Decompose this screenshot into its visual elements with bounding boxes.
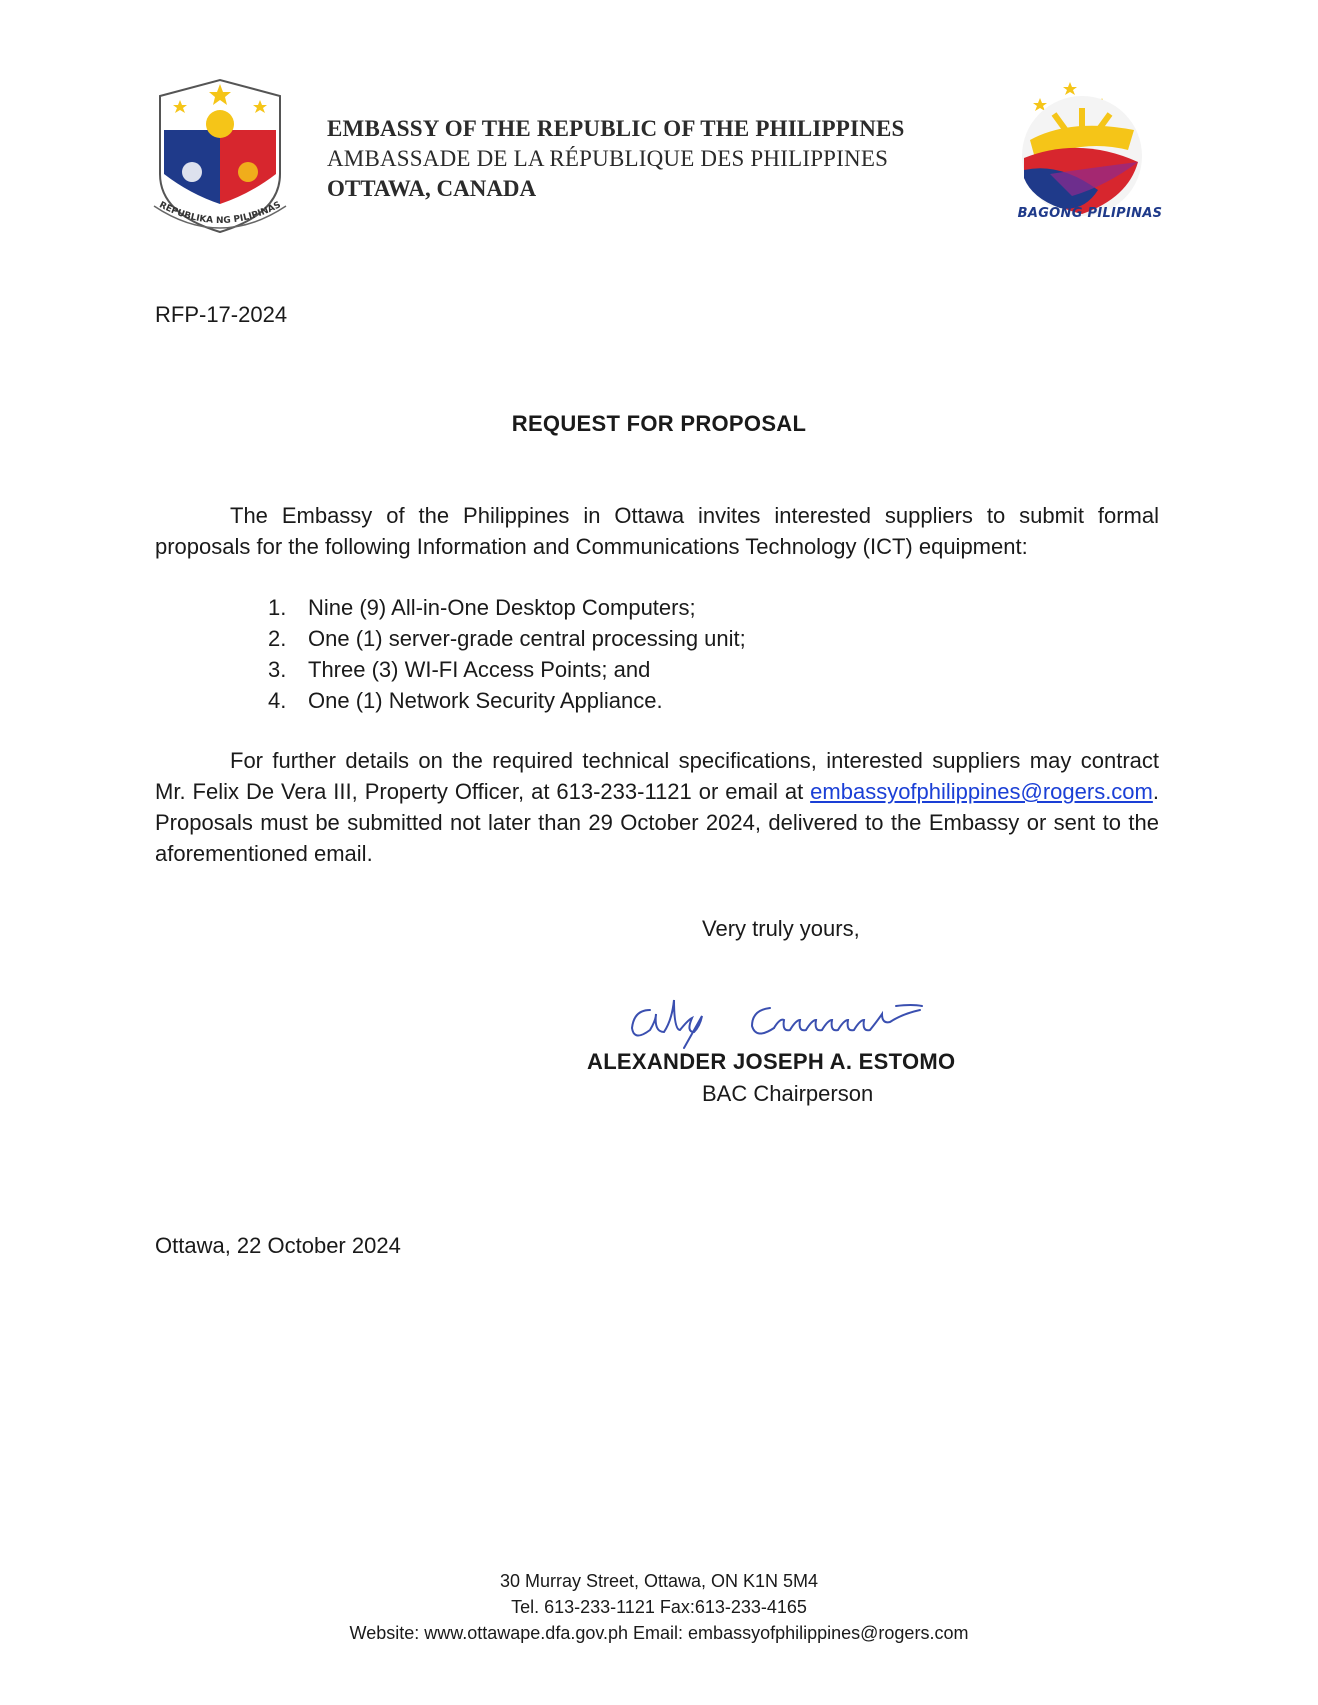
intro-text: The Embassy of the Philippines in Ottawa invites interested suppliers to submit formal proposals for the following Information and Communications Technology (ICT) equipment: [155, 503, 1159, 559]
closing-salutation: Very truly yours, [702, 916, 860, 941]
letterhead-line-english: EMBASSY OF THE REPUBLIC OF THE PHILIPPINES [327, 116, 905, 141]
email-link[interactable]: embassyofphilippines@rogers.com [810, 779, 1153, 804]
list-item-text: One (1) Network Security Appliance. [308, 688, 663, 713]
list-item-number: 3. [268, 657, 287, 682]
list-item-number: 2. [268, 626, 287, 651]
list-item [268, 623, 746, 654]
seal-ribbon [150, 200, 290, 240]
list-item [268, 654, 746, 685]
equipment-list [268, 592, 746, 716]
signer-title: BAC Chairperson [702, 1081, 874, 1106]
signature-icon [620, 980, 940, 1050]
bagong-pilipinas-logo-icon [1010, 78, 1170, 226]
footer-address: 30 Murray Street, Ottawa, ON K1N 5M4 [499, 1571, 819, 1591]
intro-paragraph [155, 500, 1159, 562]
footer [0, 1568, 1318, 1646]
letterhead-line-french: AMBASSADE DE LA RÉPUBLIQUE DES PHILIPPINES [327, 146, 889, 171]
signer-name: ALEXANDER JOSEPH A. ESTOMO [587, 1049, 956, 1074]
list-item-number: 4. [268, 688, 287, 713]
footer-phone: Tel. 613-233-1121 Fax:613-233-4165 [511, 1597, 807, 1617]
place-and-date: Ottawa, 22 October 2024 [155, 1233, 401, 1258]
seal-text: REPUBLIKA NG PILIPINAS [157, 200, 283, 227]
letterhead [327, 114, 905, 204]
reference-number: RFP-17-2024 [155, 302, 288, 327]
list-item [268, 685, 746, 716]
details-text-before: For further details on the required technical specifications, interested suppliers may contract Mr. Felix De Vera III, Property Officer, at 613-233-1121 or email at [155, 748, 1159, 804]
svg-text:REPUBLIKA NG PILIPINAS [157, 200, 282, 226]
bagong-pilipinas-label: BAGONG PILIPINAS [1017, 206, 1163, 221]
list-item-text: Three (3) WI-FI Access Points; and [308, 657, 651, 682]
footer-web: Website: www.ottawape.dfa.gov.ph Email: embassyofphilippines@rogers.com [349, 1623, 969, 1643]
document-title: REQUEST FOR PROPOSAL [511, 411, 807, 436]
details-text-after: . Proposals must be submitted not later than 29 October 2024, delivered to the Embassy or sent to the aforementioned email. [155, 779, 1159, 866]
list-item-text: One (1) server-grade central processing unit; [308, 626, 746, 651]
list-item-number: 1. [268, 595, 287, 620]
letterhead-line-city: OTTAWA, CANADA [327, 176, 537, 201]
details-paragraph [155, 745, 1159, 869]
list-item [268, 592, 746, 623]
list-item-text: Nine (9) All-in-One Desktop Computers; [308, 595, 696, 620]
